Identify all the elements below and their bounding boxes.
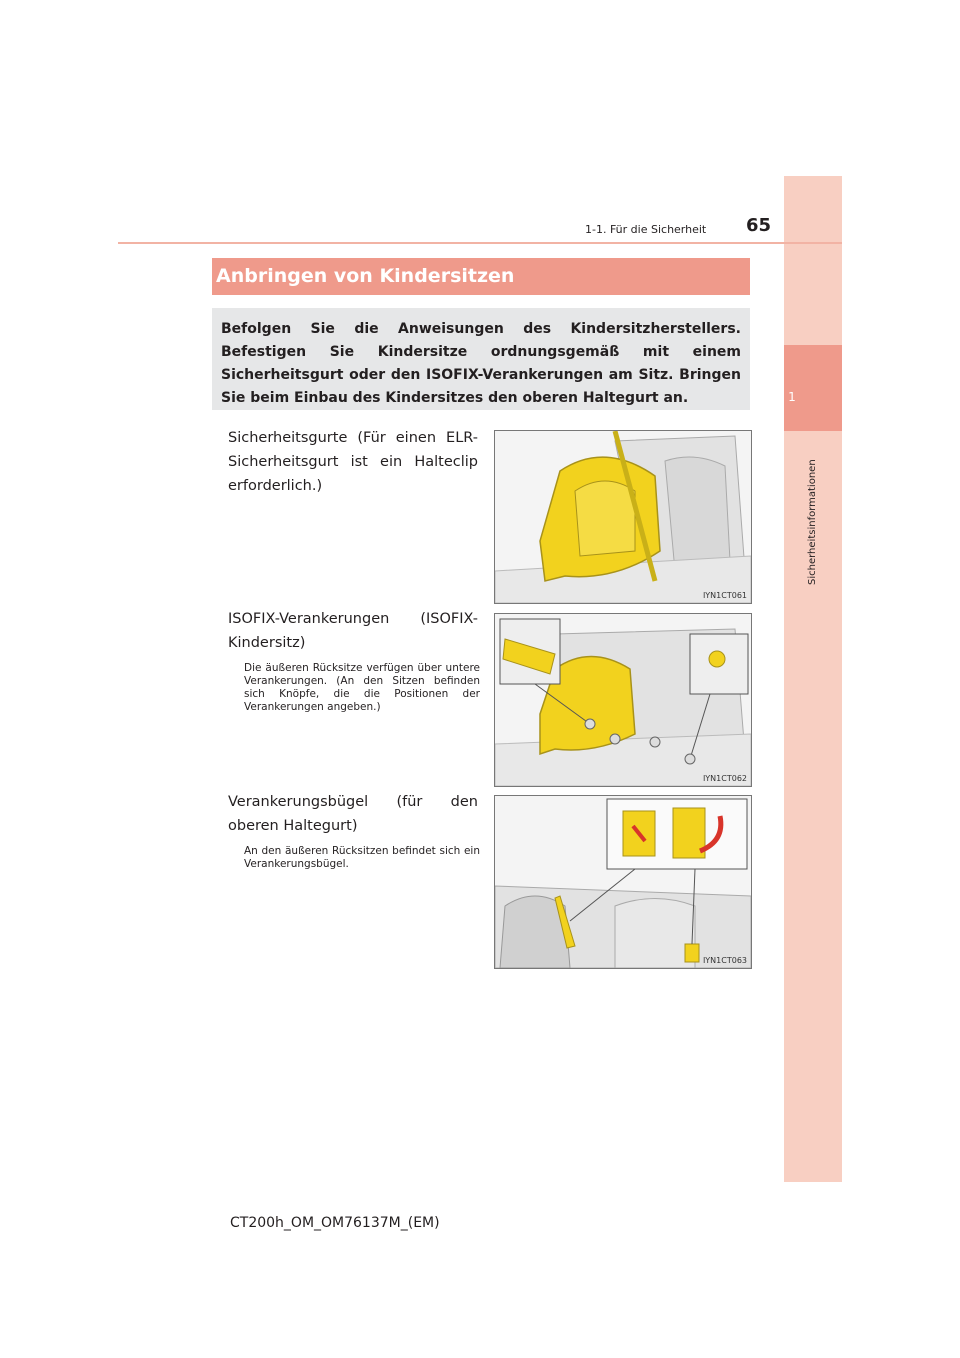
item-isofix-note: Die äußeren Rücksitze verfügen über untere Verankerungen. (An den Sitzen befinden sich Knöpfe, die die Positionen der Verankerungen angeben.) [244,662,480,713]
header-rule [118,242,842,244]
figure-label: IYN1CT061 [702,591,747,600]
item-seatbelt-title: Sicherheitsgurte (Für einen ELR-Sicherheitsgurt ist ein Halteclip erforderlich.) [228,430,478,494]
page-heading: Anbringen von Kindersitzen [216,265,515,287]
document-code: CT200h_OM_OM76137M_(EM) [230,1215,440,1231]
section-title: 1-1. Für die Sicherheit [585,223,707,236]
figure-tether [494,795,752,969]
chapter-number: 1 [788,390,796,404]
chapter-tab-active [784,345,842,431]
item-isofix-title: ISOFIX-Verankerungen (ISOFIX-Kindersitz) [228,611,478,651]
figure-seatbelt [494,430,752,604]
seat-illustration-3 [495,796,751,968]
figure-label: IYN1CT063 [702,956,747,965]
seat-illustration-1 [495,431,751,603]
chapter-tab [784,176,842,1182]
seat-illustration-2 [495,614,751,786]
item-tether-note: An den äußeren Rücksitzen befindet sich ein Verankerungsbügel. [244,845,480,870]
page-number: 65 [746,215,772,236]
intro-text: Befolgen Sie die Anweisungen des Kindersitzherstellers. Befestigen Sie Kindersitze ordnungsgemäß mit einem Sicherheitsgurt oder den ISOFIX-Verankerungen am Sitz. Bringen Sie beim Einbau des Kindersitzes den oberen Haltegurt an. [221,321,741,406]
figure-isofix [494,613,752,787]
chapter-title: Sicherheitsinformationen [807,459,818,585]
item-tether-title: Verankerungsbügel (für den oberen Haltegurt) [228,794,478,834]
figure-label: IYN1CT062 [702,774,747,783]
